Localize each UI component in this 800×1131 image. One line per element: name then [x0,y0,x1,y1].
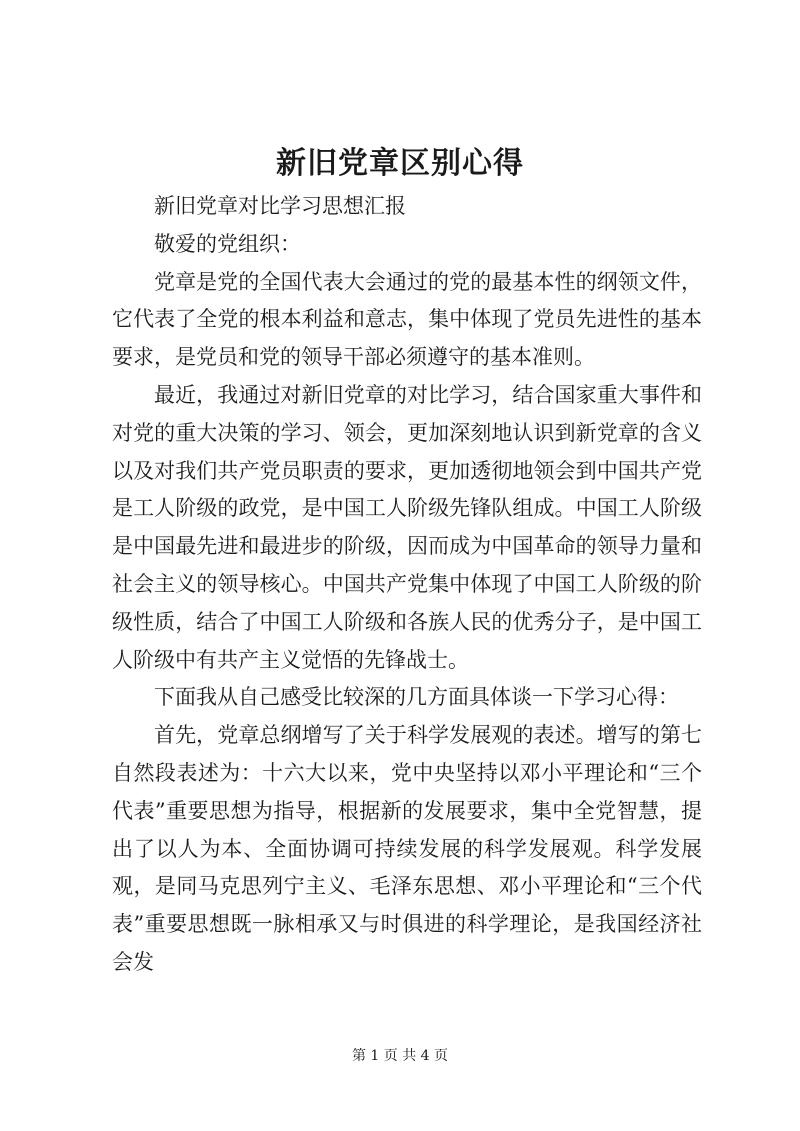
paragraph-subtitle: 新旧党章对比学习思想汇报 [154,194,406,218]
document-title: 新旧党章区别心得 [276,146,524,181]
paragraph: 最近，我通过对新旧党章的对比学习，结合国家重大事件和对党的重大决策的学习、领会，更加深刻地认识到新党章的含义以及对我们共产党员职责的要求，更加透彻地领会到中国共产党是工人阶级的政党，是中国工人阶级先锋队组成。中国工人阶级是中国最先进和最进步的阶级，因而成为中国革命的领导力量和社会主义的领导核心。中国共产党集中体现了中国工人阶级的阶级性质，结合了中国工人阶级和各族人民的优秀分子，是中国工人阶级中有共产主义觉悟的先锋战士。 [112,382,702,672]
document-body [112,188,702,982]
paragraph: 党章是党的全国代表大会通过的党的最基本性的纲领文件，它代表了全党的根本利益和意志，集中体现了党员先进性的基本要求，是党员和党的领导干部必须遵守的基本准则。 [112,269,702,370]
paragraph: 下面我从自己感受比较深的几方面具体谈一下学习心得： [154,685,679,710]
page-footer: 第 1 页 共 4 页 [351,1048,449,1064]
paragraph-salutation: 敬爱的党组织： [154,231,301,256]
paragraph: 首先，党章总纲增写了关于科学发展观的表述。增写的第七自然段表述为：十六大以来，党中央坚持以邓小平理论和“三个代表”重要思想为指导，根据新的发展要求，集中全党智慧，提出了以人为本、全面协调可持续发展的科学发展观。科学发展观，是同马克思列宁主义、毛泽东思想、邓小平理论和“三个代表”重要思想既一脉相承又与时俱进的科学理论，是我国经济社会发 [112,723,702,974]
